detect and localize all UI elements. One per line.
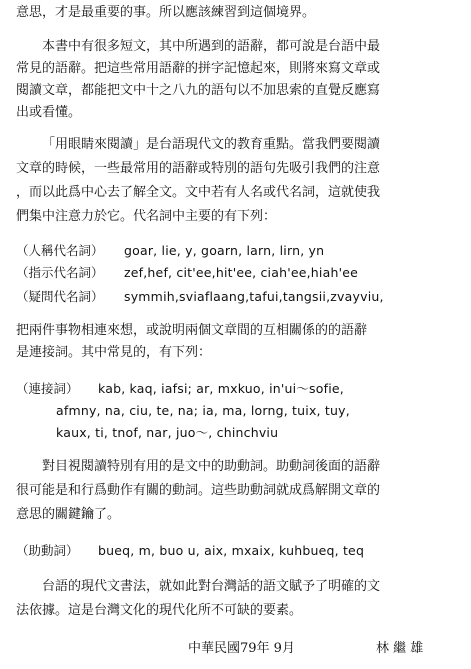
pronoun-romanization-interrogative: symmih,sviaflaang,tafui,tangsii,zvayviu,	[124, 289, 384, 304]
para4-line1: 對目視閱讀特別有用的是文中的助動詞。助動詞後面的語辭	[42, 459, 381, 474]
para5-line2: 法依據。這是台灣文化的現代化所不可缺的要素。	[16, 603, 303, 618]
conjunction-line1: kab, kaq, iafsi; ar, mxkuo, in'ui～sofie,	[98, 381, 344, 396]
conjunction-line3: kaux, ti, tnof, nar, juo～, chinchviu	[56, 425, 279, 440]
para3-line1: 把兩件事物相連來想，或說明兩個文章間的互相關係的的語辭	[16, 323, 368, 338]
para2-line2: 文章的時候，一些最常用的語辭或特別的語句先吸引我們的注意	[16, 161, 381, 176]
pronoun-term-personal: （人稱代名詞）	[16, 243, 104, 258]
signature-date: 中華民國79年 9月	[188, 641, 295, 656]
pronoun-romanization-demonstrative: zef,hef, cit'ee,hit'ee, ciah'ee,hiah'ee	[124, 265, 358, 280]
para4-line3: 意思的關鍵鑰了。	[16, 507, 121, 522]
para1-line2: 常見的語辭。把這些常用語辭的拼字記憶起來，則將來寫文章或	[16, 61, 381, 76]
para4-line2: 很可能是和行爲動作有關的動詞。這些助動詞就成爲解開文章的	[16, 483, 381, 498]
para1-line4: 出或看懂。	[16, 105, 82, 120]
signature-author: 林 繼 雄	[376, 641, 424, 656]
conjunction-line2: afmny, na, ciu, te, na; ia, ma, lorng, tuix, tuy,	[56, 403, 350, 418]
para1-line3: 閱讀文章，都能把文中十之八九的語句以不加思索的直覺反應寫	[16, 83, 381, 98]
para2-line1: 「用眼睛來閱讀」是台語現代文的教育重點。當我們要閱讀	[42, 137, 381, 152]
pronoun-term-demonstrative: （指示代名詞）	[16, 265, 104, 280]
para3-line2: 是連接詞。其中常見的，有下列：	[16, 345, 212, 360]
pronoun-term-interrogative: （疑問代名詞）	[16, 289, 104, 304]
auxiliary-romanization: bueq, m, buo u, aix, mxaix, kuhbueq, teq	[98, 543, 365, 558]
para2-line4: 們集中注意力於它。代名詞中主要的有下列：	[16, 209, 277, 224]
para5-line1: 台語的現代文書法，就如此對台灣話的語文賦予了明確的文	[42, 579, 381, 594]
auxiliary-term: （助動詞）	[16, 543, 79, 558]
conjunction-term: （連接詞）	[16, 381, 79, 396]
para1-line1: 本書中有很多短文，其中所遇到的語辭，都可說是台語中最	[42, 39, 381, 54]
para2-line3: ，而以此爲中心去了解全文。文中若有人名或代名詞，這就使我	[16, 185, 381, 200]
top-line: 意思，才是最重要的事。所以應該練習到這個境界。	[16, 5, 316, 20]
pronoun-romanization-personal: goar, lie, y, goarn, larn, lirn, yn	[124, 243, 325, 258]
